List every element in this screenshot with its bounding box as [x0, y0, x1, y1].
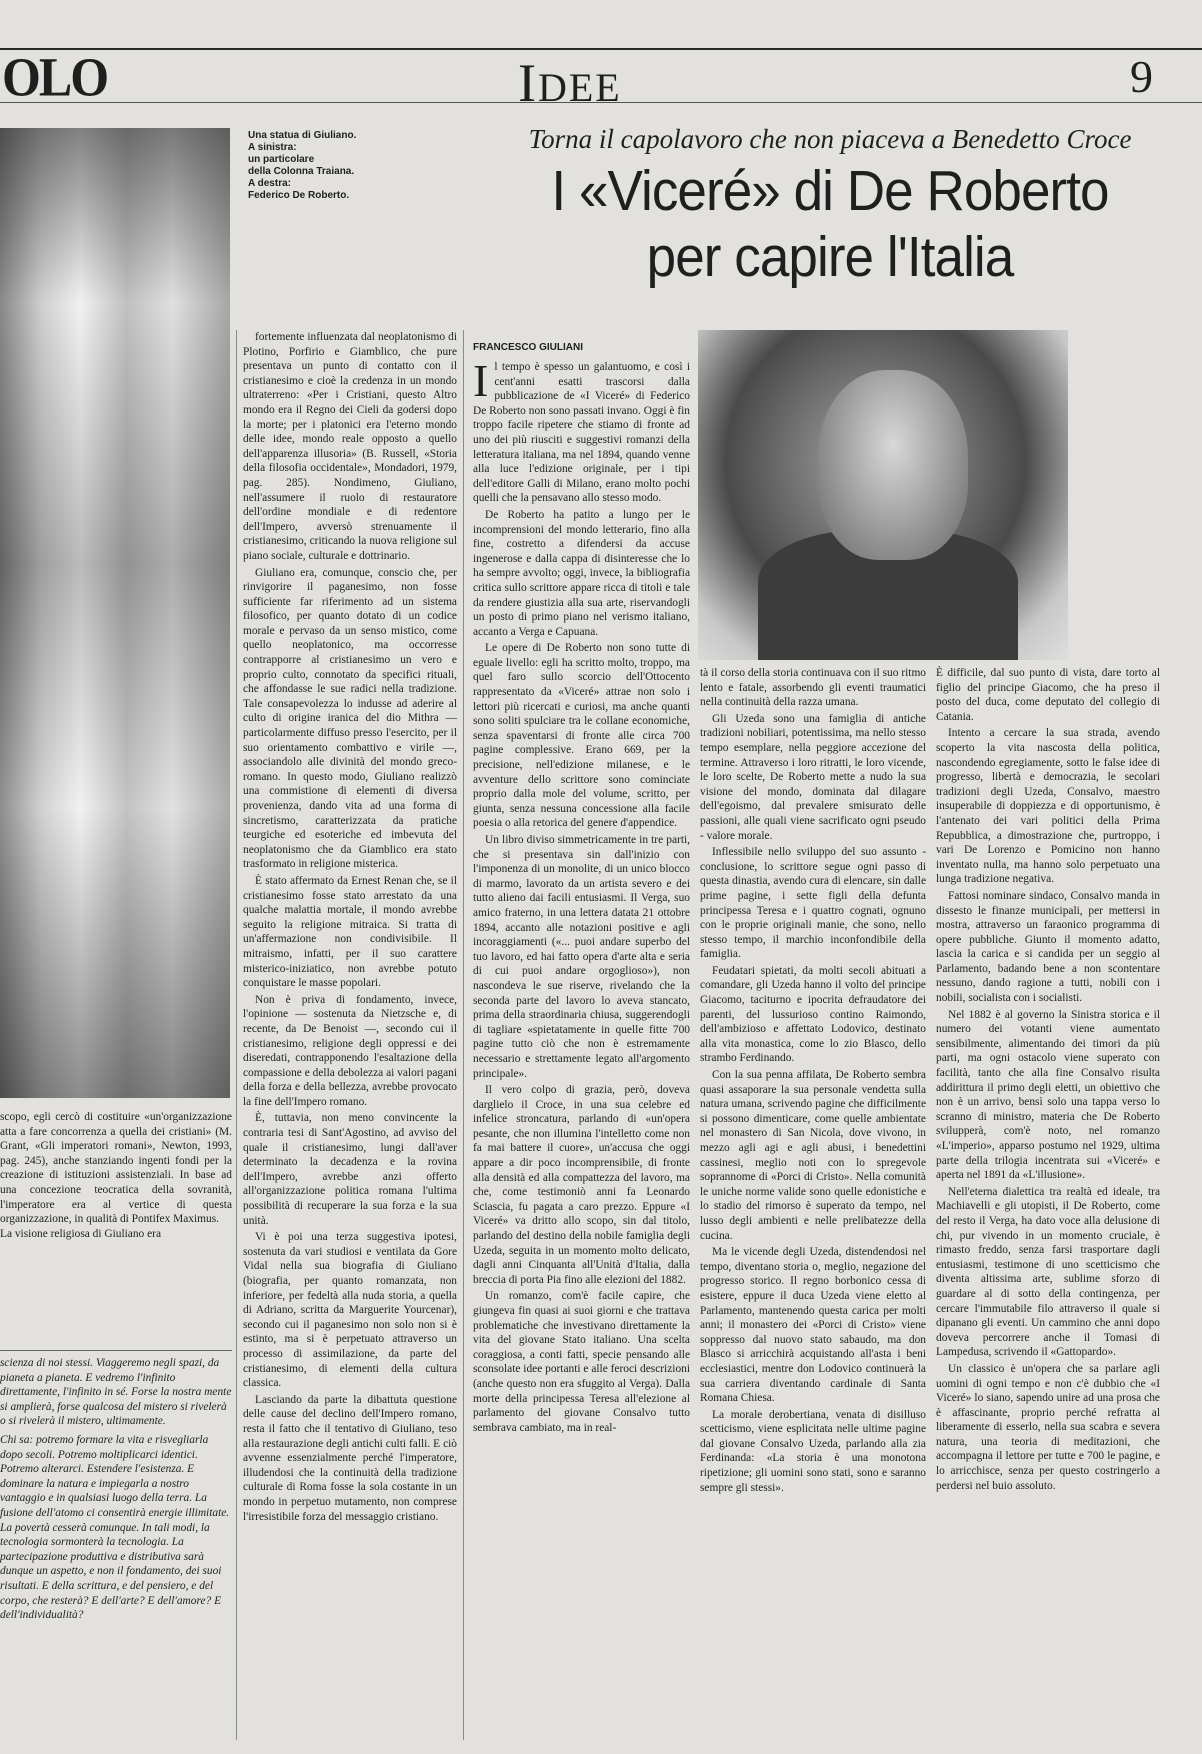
caption-line: della Colonna Traiana. [248, 166, 355, 177]
paragraph: l tempo è spesso un galantuomo, e così i cent'anni esatti trascorsi dalla pubblicazione de «I Viceré» di Federico De Roberto non sono passati invano. Oggi è fin troppo facile ripetere che stiamo di fronte ad uno dei più riusciti e suggestivi romanzi della letteratura italiana, ma nel 1894, quando venne alla luce l'edizione originale, per i tipi dell'editore Galli di Milano, erano molto pochi quelli che la pensavano allo stesso modo. [473, 361, 690, 505]
section-title-initial: I [518, 53, 538, 113]
de-roberto-portrait [698, 330, 1068, 660]
caption-line: A destra: [248, 178, 291, 189]
paragraph: È, tuttavia, non meno convincente la contraria tesi di Sant'Agostino, ad avviso del quale il cristianesimo, lungi dall'aver determinato la decadenza e la rovina dell'Impero, avrebbe anzi offerto all'organizzazione politica romana l'ultima possibilità di recuperare la sua forza e la sua unità. [243, 1112, 457, 1227]
paragraph: fortemente influenzata dal neoplatonismo di Plotino, Porfirio e Giamblico, che pure presentava un punto di contatto con il cristianesimo e cioè la credenza in un mondo ultraterreno: «Per i Cristiani, questo Altro mondo era il Regno dei Cieli da godersi dopo la morte; per i platonici era l'eterno mondo delle idee, mondo reale opposto a quello dell'apparenza illusoria» (B. Russell, «Storia della filosofia occidentale», Mondadori, 1979, pag. 285). Nondimeno, Giuliano, nell'assumere il ruolo di restauratore dell'ordine mondiale e di redentore dell'Impero, avversò strenuamente il cristianesimo, criticando la nuova religione sul piano sociale, culturale e dottrinario. [243, 331, 457, 562]
paragraph: Con la sua penna affilata, De Roberto sembra quasi assaporare la sua personale vendetta sulla natura umana, scrivendo pagine che difficilmente si possono dimenticare, come quelle ambientate nel monastero di San Nicola, dove vivono, in mezzo agli agi e agli abusi, i benedettini cassinesi, meglio noti con lo spregevole soprannome di «Porci di Cristo». Nella comunità le uniche norme valide sono quelle edonistiche e lo stadio del rimorso è superato da tempo, nel lusso degli ambienti e nelle prelibatezze della cucina. [700, 1069, 926, 1242]
article-column-1 [473, 360, 690, 1746]
photo-caption [248, 130, 418, 202]
paragraph: Le opere di De Roberto non sono tutte di eguale livello: egli ha scritto molto, troppo, ma quel faro sullo scorcio dell'Ottocento rappresentato da «Viceré» attrae non solo i lettori più ricercati e curiosi, ma anche quanti sono soliti spulciare tra le collane economiche, senza spaventarsi di fronte alle circa 700 pagine complessive. Erano 669, per la precisione, nell'edizione milanese, e le avventure dello scrittore sono cominciate proprio dalla mole del volume, scritto, per giunta, senza nessuna concessione alla facile poesia o alla retorica del genere d'appendice. [473, 642, 690, 830]
page-number: 9 [1130, 51, 1153, 102]
paragraph: La morale derobertiana, venata di disilluso scetticismo, viene esplicitata nelle ultime pagine dal giovane Consalvo Uzeda, parlando alla zia Ferdinanda: «La storia è una monotona ripetizione; gli uomini sono stati, sono e saranno sempre gli stessi». [700, 1408, 926, 1494]
paragraph: Un romanzo, com'è facile capire, che giungeva fin quasi ai suoi giorni e che trattava problematiche che investivano direttamente la vita del giovane Stato italiano. Una scelta coraggiosa, a conti fatti, specie pensando alle sconsolate idee portanti e alle feroci descrizioni (anche questo non era sfuggito al Verga). Dalla morte della principessa Teresa all'elezione al parlamento del giovane Consalvo tutto sembrava cambiato, ma in real- [473, 1290, 690, 1434]
paragraph: Feudatari spietati, da molti secoli abituati a comandare, gli Uzeda hanno il volto del principe Giacomo, taciturno e ipocrita defraudatore dei parenti, del lussurioso contino Raimondo, dell'ambizioso e affettato Lodovico, destinato alla vita monastica, come lo zio Blasco, dello strambo Ferdinando. [700, 964, 926, 1065]
article-headline [495, 158, 1165, 290]
article-column-2 [700, 666, 926, 1746]
section-title [518, 52, 622, 114]
statue-photo-shading [0, 128, 230, 1098]
paragraph: Nel 1882 è al governo la Sinistra storica e il numero dei votanti viene aumentato sensibilmente, alimentando dei timori da più parti, ma ogni ostacolo viene superato con facilità, tanto che alla fine Consalvo risulta addirittura il primo degli eletti, un obiettivo che non è un arrivo, bensì solo una tappa verso lo scranno di ministro, materia che De Roberto svilupperà, com'è noto, nel romanzo «L'imperio», apparso postumo nel 1929, ultima parte della trilogia incentrata sui «Viceré» e aperta nel 1891 da «L'illusione». [936, 1008, 1160, 1182]
article-byline: FRANCESCO GIULIANI [473, 342, 583, 353]
paragraph: Ma le vicende degli Uzeda, distendendosi nel tempo, diventano storia o, meglio, negazione del progresso storico. Il regno borbonico cessa di esistere, eppure il duca Uzeda viene eletto al Parlamento, mantenendo questa carica per molti anni; il monastero dei «Porci di Cristo» viene soppresso dal nuovo stato sabaudo, ma don Blasco si arricchirà acquistando all'asta i beni ecclesiastici, mentre don Lodovico continuerà la sua carriera diventando cardinale di Santa Romana Chiesa. [700, 1246, 926, 1405]
column-divider [463, 330, 464, 1740]
article-column-3 [936, 666, 1160, 1746]
paragraph: Inflessibile nello sviluppo del suo assunto - conclusione, lo scrittore segue ogni passo di questa dinastia, avendo cura di elencare, sin dalle prime pagine, i sette figli della defunta principessa Teresa e i quattro cognati, ognuno con le proprie originali manie, che sono, nello stesso tempo, il marchio inconfondibile della famiglia. [700, 846, 926, 961]
column-divider [236, 330, 237, 1740]
caption-line: un particolare [248, 154, 315, 165]
paragraph: Chi sa: potremo formare la vita e risvegliarla dopo secoli. Potremo moltiplicarci identici. Potremo alterarci. Estendere l'esistenza. E dominare la natura e impiegarla a nostro vantaggio e in qualsiasi luogo della terra. La fusione dell'atomo ci consentirà energie illimitate. La povertà cesserà comunque. In tali modi, la tecnologia sormonterà la tecnologia. La partecipazione produttiva e distributiva sarà dunque un aspetto, e non il fondamento, dei suoi risultati. E della scrittura, e del pensiero, e del corpo, che resterà? E dell'arte? E dell'amore? E dell'individualità? [0, 1433, 230, 1622]
paragraph: Gli Uzeda sono una famiglia di antiche tradizioni nobiliari, potentissima, ma nello stesso tempo esemplare, nella peggiore accezione del termine. Attraverso i loro ritratti, le loro vicende, le loro scelte, De Roberto mette a nudo la sua visione del mondo, dominata dal dilagare dell'egoismo, dal prevalere smisurato delle passioni, alle quali viene sacrificato ogni pseudo - valore morale. [700, 712, 926, 842]
paragraph: È stato affermato da Ernest Renan che, se il cristianesimo fosse stato arrestato da una qualche malattia mortale, il mondo avrebbe seguito la religione mitraica. Si tratta di un'affermazione non condivisibile. Il mitraismo, infatti, per il suo carattere misterico-iniziatico, non avrebbe potuto conquistare le masse popolari. [243, 874, 457, 990]
paragraph: Vi è poi una terza suggestiva ipotesi, sostenuta da vari studiosi e ventilata da Gore Vidal nella sua biografia di Giuliano (biografia, per quanto romanzata, non inferiore, per fedeltà alla nuda storia, a quella di Adriano, scritta da Marguerite Yourcenar), secondo cui il paganesimo non solo non si è estinto, ma si è perpetuato attraverso un processo di assimilazione, da parte del cristianesimo, di elementi della cultura classica. [243, 1231, 457, 1390]
paragraph: scopo, egli cercò di costituire «un'organizzazione atta a fare concorrenza a quella dei cristiani» (M. Grant, «Gli imperatori romani», Newton, 1993, pag. 245), anche stanziando ingenti fondi per la creazione di istituzioni assistenziali. In base ad una concezione teocratica della sovranità, l'imperatore era al vertice di questa organizzazione, in qualità di Pontifex Maximus. [0, 1111, 232, 1226]
headline-line-2: per capire l'Italia [646, 225, 1014, 289]
strip-rule [0, 1350, 232, 1351]
paragraph: Lasciando da parte la dibattuta questione delle cause del declino dell'Impero romano, resta il fatto che il tentativo di Giuliano, teso alla restaurazione degli antichi culti falli. E ciò avvenne essenzialmente perché l'imperatore, illudendosi che la continuità della tradizione culturale di Roma fosse la sola costante in un mondo in perpetuo mutamento, non comprese l'irresistibile forza del messaggio cristiano. [243, 1393, 457, 1523]
paragraph: tà il corso della storia continuava con il suo ritmo lento e fatale, assorbendo gli eventi traumatici nella continuità della razza umana. [700, 667, 926, 709]
paragraph: Il vero colpo di grazia, però, doveva darglielo il Croce, in una sua celebre ed infelice stroncatura, parlando di «un'opera pesante, che non illumina l'intelletto come non fa mai battere il cuore», un'accusa che oggi appare a dir poco incomprensibile, di fronte alla densità ed alla compattezza del lavoro, ma che, come testimoniò anni fa Leonardo Sciascia, fu pagata a caro prezzo. Eppure «I Viceré» va dritto allo scopo, sin dal titolo, parlando del destino della nobile famiglia degli Uzeda, seguita in un momento molto delicato, dagli anni Cinquanta all'Unità d'Italia, dalla breccia di porta Pia fino alle elezioni del 1882. [473, 1084, 690, 1286]
masthead-rule [0, 48, 1202, 50]
paragraph: scienza di noi stessi. Viaggeremo negli spazi, da pianeta a pianeta. E vedremo l'infinito direttamente, l'infinito in sé. Forse la nostra mente si amplierà, forse qualcosa del mistero si rivelerà o si rivelerà il mistero, ultimamente. [0, 1357, 232, 1428]
section-title-rest: DEE [537, 65, 622, 110]
paragraph: Giuliano era, comunque, conscio che, per rinvigorire il paganesimo, non fosse sufficiente far riferimento ad un sistema filosofico, per quanto dotato di un codice morale e pervaso da un senso mistico, come quello neoplatonico, ma occorresse contrapporre al cristianesimo un vero e proprio culto, connotato da specifici rituali, che affondasse le sue radici nella tradizione. Tale consapevolezza lo indusse ad aderire al culto di origine iranica del dio Mithra — particolarmente diffuso presso l'esercito, per il suo orientamento combattivo e virile —, associandolo alle divinità del mondo greco-romano. In questo modo, Giuliano realizzò una commistione di elementi di diversa provenienza, dando vita ad una forma di sincretismo, caratterizzata da pratiche teurgiche ed esoteriche ed imbevuta del neoplatonismo che da Giamblico era stato trasformato in religione misterica. [243, 566, 457, 871]
headline-line-1: I «Viceré» di De Roberto [551, 159, 1109, 223]
paragraph: Un libro diviso simmetricamente in tre parti, che si presentava sin dall'inizio con l'imponenza di un monolite, di un unico blocco di marmo, lavorato da un artista severo e dei tutto alieno dai facili entusiasmi. Il Verga, suo amico fraterno, in una lettera datata 21 ottobre 1894, accanto alle notazioni positive e agli incoraggiamenti («... puoi andare superbo del tuo lavoro, ed hai fatto opera d'arte alta e seria di cui puoi andare orgoglioso»), non nascondeva le sue riserve, rivelando che la seconda parte del lavoro lo aveva stancato, prima della straordinaria chiusa, suggerendogli di tagliare «spietatamente in quelle fitte 700 pagine tutto ciò che non è estremamente necessario e strettamente legato all'argomento principale». [473, 834, 690, 1080]
paragraph: Nell'eterna dialettica tra realtà ed ideale, tra Machiavelli e gli utopisti, il De Roberto, come del resto il Verga, ha dato voce alla delusione di chi, pur vivendo in un momento cruciale, è rimasto freddo, senza farsi trasportare dagli entusiasmi, testimone di uno scetticismo che diventa altissima arte, sublime sforzo di guardare al di sotto della contingenza, per cercare l'immutabile filo attraverso il quale si dipanano gli eventi. Un cammino che anni dopo doveva percorrere anche il Tomasi di Lampedusa, scrivendo il «Gattopardo». [936, 1185, 1160, 1359]
caption-line: Federico De Roberto. [248, 190, 350, 201]
statue-photo [0, 128, 230, 1098]
caption-line: A sinistra: [248, 142, 297, 153]
side-article-column [243, 330, 457, 1742]
caption-line: Una statua di Giuliano. [248, 130, 357, 141]
article-kicker: Torna il capolavoro che non piaceva a Benedetto Croce [528, 124, 1132, 154]
drop-cap: I [473, 360, 489, 406]
left-italic-column [0, 1356, 232, 1746]
portrait-face-shape [818, 370, 968, 560]
left-strip-column [0, 1110, 232, 1346]
paragraph: Fattosi nominare sindaco, Consalvo manda in dissesto le finanze municipali, per mettersi in mostra, attraverso un faraonico programma di opere pubbliche. Giunto il momento adatto, lascia la carica e si candida per un seggio al Parlamento, badando bene a non scontentare nessuno, dando ragione a tutti, nobili con i nobili, socialista con i socialisti. [936, 889, 1160, 1005]
paragraph: Un classico è un'opera che sa parlare agli uomini di ogni tempo e non c'è dubbio che «I Viceré» lo siano, sapendo unire ad una prosa che è affascinante, proprio perché refratta al liberamente di esserlo, nella sua scabra e severa natura, una teoria di meditazioni, che accompagna il lettore per tutte e 700 le pagine, e lo arricchisce, senza per questo costringerlo a perdersi nel buio assoluto. [936, 1362, 1160, 1492]
paragraph: È difficile, dal suo punto di vista, dare torto al figlio del principe Giacomo, che ha preso il posto del duca, come deputato del collegio di Catania. [936, 667, 1160, 723]
paragraph: La visione religiosa di Giuliano era [0, 1227, 162, 1240]
paragraph: Intento a cercare la sua strada, avendo scoperto la vita nascosta della politica, nascondendo egregiamente, sotto le false idee di progresso, libertà e democrazia, le secolari tradizioni degli Uzeda, Consalvo, maestro insuperabile di doppiezza e di opportunismo, è l'antenato dei vari politici della Prima Repubblica, a dimostrazione che, purtroppo, i vari De Lorenzo e Pomicino non hanno inventato nulla, ma hanno solo perpetuato una lunga tradizione negativa. [936, 727, 1160, 886]
paragraph: Non è priva di fondamento, invece, l'opinione — sostenuta da Nietzsche e, di recente, da De Benoist —, secondo cui il cristianesimo, religione degli oppressi e dei diseredati, contrapponendo l'esaltazione della compassione e della debolezza ai valori pagani della forza e della bellezza, avrebbe provocato la fine dell'Impero romano. [243, 993, 457, 1108]
paragraph: De Roberto ha patito a lungo per le incomprensioni del mondo letterario, fino alla fine, costretto a difendersi da accuse ingenerose e dalla cappa di disinteresse che lo ha sempre avvolto; oggi, invece, la bibliografia critica sullo scrittore appare ricca di titoli e tale da rendere giustizia alla sua arte, riservandogli un posto di primo piano nel verismo italiano, accanto a Verga e Capuana. [473, 508, 690, 638]
masthead-logo-fragment: OLO [2, 46, 108, 108]
